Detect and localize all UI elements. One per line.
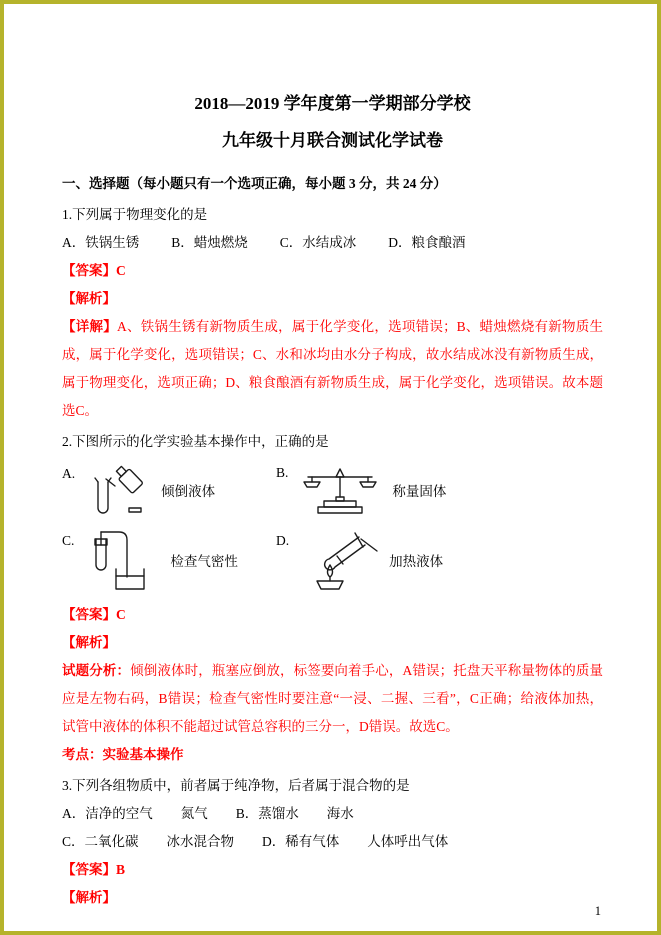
section-heading: 一、选择题（每小题只有一个选项正确，每小题 3 分，共 24 分） — [62, 176, 447, 191]
option-c-second: 冰水混合物 — [166, 834, 235, 849]
question-2-analysis — [62, 657, 603, 741]
question-1-answer: 【答案】C — [62, 263, 126, 278]
question-3-options-row-2 — [62, 828, 603, 856]
figure-option-d-label: D. — [276, 533, 290, 548]
figure-option-a-label: A. — [62, 466, 76, 481]
heating-liquid-icon — [299, 529, 379, 591]
question-2-figure-row-1 — [62, 461, 603, 519]
option-a: A．铁锅生锈 — [62, 235, 140, 250]
question-1-options — [62, 229, 603, 257]
question-3-answer: 【答案】B — [62, 862, 126, 877]
option-d-second: 人体呼出气体 — [367, 834, 449, 849]
figure-option-d-caption: 加热液体 — [389, 554, 444, 569]
question-3-analysis-label: 【解析】 — [62, 890, 116, 905]
option-c: C．二氧化碳 — [62, 834, 139, 849]
figure-option-c-caption: 检查气密性 — [170, 554, 238, 569]
figure-option-c — [62, 529, 276, 591]
pouring-liquid-icon — [85, 462, 151, 518]
option-b: B．蜡烛燃烧 — [171, 235, 248, 250]
figure-option-b-caption: 称量固体 — [392, 484, 447, 499]
question-3-options-row-1 — [62, 800, 603, 828]
figure-option-d — [276, 529, 443, 591]
option-c: C．水结成冰 — [279, 235, 357, 250]
detail-body: A、铁锅生锈有新物质生成，属于化学变化，选项错误；B、蜡烛燃烧有新物质生成，属于化学变化，选项错误；C、水和冰均由水分子构成，故水结成冰没有新物质生成，属于物理变化，选项正确；D、粮食酿酒有新物质生成，属于化学变化，选项错误。故本题选C。 — [62, 319, 603, 418]
option-b-second: 海水 — [326, 806, 354, 821]
page-number: 1 — [594, 904, 601, 918]
question-1-stem: 1.下列属于物理变化的是 — [62, 207, 208, 222]
analysis-body: 倾倒液体时，瓶塞应倒放，标签要向着手心，A错误；托盘天平称量物体的质量应是左物右码，B错误；检查气密性时要注意“一浸、二握、三看”，C正确；给液体加热，试管中液体的体积不能超过试管总容积的三分一，D错误。故选C。 — [62, 663, 603, 734]
option-d: D．稀有气体 — [262, 834, 340, 849]
option-b: B．蒸馏水 — [235, 806, 299, 821]
question-1-analysis-label: 【解析】 — [62, 291, 116, 306]
question-2-key-point: 考点：实验基本操作 — [62, 747, 184, 762]
figure-option-a — [62, 462, 276, 518]
option-d: D．粮食酿酒 — [388, 235, 466, 250]
question-1-detail — [62, 313, 603, 425]
analysis-prefix: 试题分析： — [62, 663, 131, 678]
gas-tightness-check-icon — [84, 529, 160, 591]
detail-label: 【详解】 — [62, 319, 117, 334]
document-title-line2: 九年级十月联合测试化学试卷 — [222, 131, 443, 150]
figure-option-a-caption: 倾倒液体 — [161, 484, 216, 499]
figure-option-b-label: B. — [276, 465, 289, 480]
question-2-answer: 【答案】C — [62, 607, 126, 622]
figure-option-c-label: C. — [62, 533, 75, 548]
balance-scale-icon — [298, 461, 382, 519]
document-title-line1: 2018—2019 学年度第一学期部分学校 — [194, 94, 471, 113]
question-3-stem: 3.下列各组物质中，前者属于纯净物，后者属于混合物的是 — [62, 778, 410, 793]
option-a: A．洁净的空气 — [62, 806, 153, 821]
option-a-second: 氮气 — [180, 806, 208, 821]
question-2-analysis-label: 【解析】 — [62, 635, 116, 650]
question-2-figure-row-2 — [62, 529, 603, 591]
question-2-stem: 2.下图所示的化学实验基本操作中，正确的是 — [62, 434, 329, 449]
figure-option-b — [276, 461, 446, 519]
